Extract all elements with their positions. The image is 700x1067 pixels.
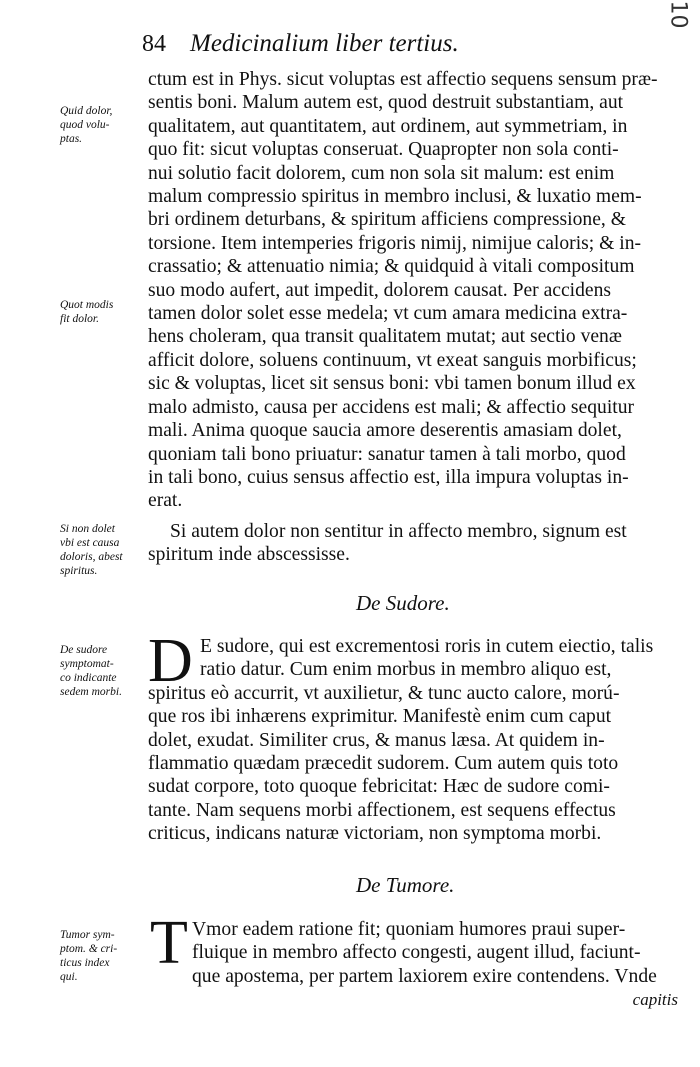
text-line: hens choleram, qua transit qualitatem mutat; aut sectio venæ (148, 326, 622, 348)
text-line: erat. (148, 490, 183, 512)
text-line: mali. Anima quoque saucia amore deserentis amasiam dolet, (148, 420, 622, 442)
margin-note (60, 298, 146, 326)
paragraph-dolor-absent (148, 520, 683, 567)
running-header (142, 30, 459, 58)
paragraph-dolor (148, 68, 683, 513)
text-line: nui solutio facit dolorem, cum non sola sit malum: est enim (148, 162, 615, 184)
paragraph-sudore (148, 635, 683, 846)
text-line: que ros ibi inhærens exprimitur. Manifestè enim cum caput (148, 706, 612, 728)
text-line: fluique in membro affecto congesti, augent illud, faciunt- (192, 942, 641, 964)
text-line: flammatio quædam præcedit sudorem. Cum autem quis toto (148, 753, 619, 775)
section-heading-sudore: De Sudore. (356, 591, 450, 615)
margin-line: doloris, abest (60, 551, 123, 563)
text-line: que apostema, per partem laxiorem exire contendens. Vnde (192, 965, 657, 987)
text-line: tamen dolor solet esse medela; vt cum amara medicina extra- (148, 303, 628, 325)
margin-line: symptomat- (60, 658, 114, 670)
text-line: sic & voluptas, licet sit sensus boni: vbi tamen bonum illud ex (148, 373, 636, 395)
text-line: dolet, exudat. Similiter crus, & manus læsa. At quidem in- (148, 729, 605, 751)
margin-note (60, 643, 146, 699)
text-line: crassatio; & attenuatio nimia; & quidquid à vitali compositum (148, 256, 635, 278)
paragraph-tumore (148, 918, 683, 988)
margin-line: ptas. (60, 133, 83, 145)
catchword: capitis (632, 990, 678, 1009)
running-title: Medicinalium liber tertius. (190, 30, 459, 57)
text-line: malo admisto, causa per accidens est mali; & affectio sequitur (148, 396, 635, 418)
margin-line: fit dolor. (60, 313, 99, 325)
margin-line: sedem morbi. (60, 686, 122, 698)
text-line: ctum est in Phys. sicut voluptas est affectio sequens sensum præ- (148, 69, 658, 90)
drop-cap: D (148, 627, 193, 695)
text-line: Vmor eadem ratione fit; quoniam humores praui super- (192, 919, 626, 940)
text-line: torsione. Item intemperies frigoris nimij, nimijue caloris; & in- (148, 232, 642, 254)
margin-line: Si non dolet (60, 523, 115, 535)
text-line: malum compressio spiritus in membro inclusi, & luxatio mem- (148, 186, 642, 208)
margin-line: spiritus. (60, 565, 98, 577)
margin-note (60, 522, 146, 578)
pencil-folio-mark: 10 (665, 0, 691, 29)
text-line: bri ordinem deturbans, & spiritum afficiens compressione, & (148, 209, 626, 231)
text-line: criticus, indicans naturæ victoriam, non symptoma morbi. (148, 823, 602, 845)
margin-line: Tumor sym- (60, 929, 115, 941)
text-line: in tali bono, cuius sensus affectio est, illa impura voluptas in- (148, 466, 629, 488)
margin-note (60, 928, 146, 984)
text-line: afficit dolore, soluens continuum, vt exeat sanguis morbificus; (148, 349, 637, 371)
text-line: quo fit: sicut voluptas conseruat. Quapropter non sola conti- (148, 139, 619, 161)
text-line: Si autem dolor non sentitur in affecto membro, signum est (170, 521, 627, 542)
margin-line: ticus index (60, 957, 110, 969)
section-heading-tumore: De Tumore. (356, 873, 455, 897)
text-line: spiritum inde abscessisse. (148, 544, 350, 566)
margin-line: co indicante (60, 672, 117, 684)
margin-line: qui. (60, 971, 78, 983)
margin-line: quod volu- (60, 119, 110, 131)
text-line: tante. Nam sequens morbi affectionem, est sequens effectus (148, 799, 616, 821)
drop-cap: T (150, 909, 188, 977)
text-line: sentis boni. Malum autem est, quod destruit substantiam, aut (148, 92, 624, 114)
text-line: spiritus eò accurrit, vt auxilietur, & tunc aucto calore, morú- (148, 682, 620, 704)
text-line: qualitatem, aut quantitatem, aut ordinem, aut symmetriam, in (148, 115, 628, 137)
margin-line: Quot modis (60, 299, 114, 311)
margin-line: ptom. & cri- (60, 943, 118, 955)
page-number: 84 (142, 31, 166, 57)
margin-line: Quid dolor, (60, 105, 113, 117)
margin-line: De sudore (60, 644, 108, 656)
margin-line: vbi est causa (60, 537, 120, 549)
margin-note (60, 104, 146, 146)
text-line: ratio datur. Cum enim morbus in membro aliquo est, (200, 659, 612, 681)
text-line: quoniam tali bono priuatur: sanatur tamen à tali morbo, quod (148, 443, 626, 465)
text-line: sudat corpore, toto quoque febricitat: Hæc de sudore comi- (148, 776, 610, 798)
text-line: E sudore, qui est excrementosi roris in cutem eiectio, talis (200, 636, 654, 657)
text-line: suo modo aufert, aut impedit, dolorem causat. Per accidens (148, 279, 612, 301)
